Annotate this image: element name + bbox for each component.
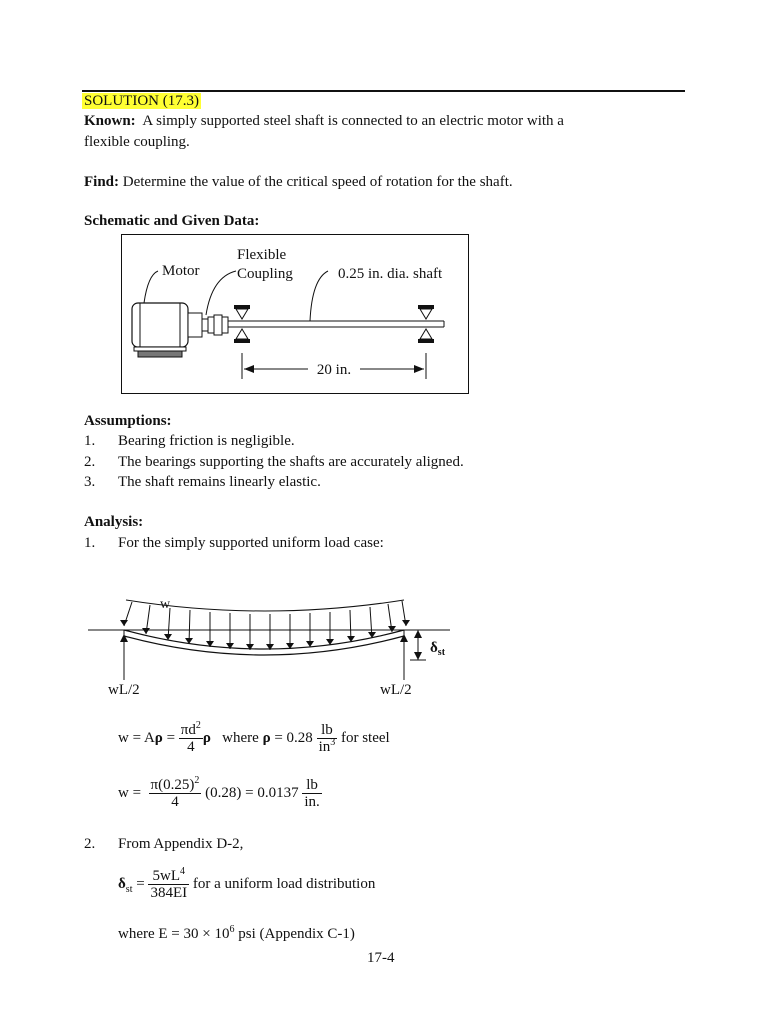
label-left-reaction: wL/2 (108, 682, 140, 698)
eq1-unit-fraction: $\frac{lb}{in^3}$ (318, 722, 336, 755)
equation-4: where $E = 30 \times 10^6$ psi (Appendix C-1) (118, 924, 355, 942)
eq1-fraction: $\frac{\pi d^2}{4}$ (180, 720, 201, 755)
equation-1: w = Aρ = $\frac{\pi d^2}{4}$ ρ where ρ = 0.28 $\frac{lb}{in^3}$ for steel (118, 720, 390, 755)
assumption-text-1: Bearing friction is negligible. (118, 433, 295, 449)
assumption-num-3: 3. (84, 474, 96, 490)
known-label: Known: (84, 113, 136, 129)
header-rule (82, 90, 685, 92)
assumption-num-1: 1. (84, 433, 96, 449)
label-span: 20 in. (316, 362, 352, 378)
find-text: Determine the value of the critical speed of rotation for the shaft. (122, 174, 513, 190)
label-shaft: 0.25 in. dia. shaft (338, 266, 443, 282)
label-w: w (160, 597, 171, 612)
analysis-heading: Analysis: (84, 514, 144, 530)
schematic-heading: Schematic and Given Data: (84, 213, 260, 229)
eq2-fraction: $\frac{\pi(0.25)^2}{4}$ (150, 775, 200, 810)
label-motor: Motor (162, 263, 200, 279)
label-delta-st: $\delta_{st}$ (430, 640, 446, 658)
solution-label: SOLUTION (17.3) (84, 93, 199, 109)
find-label: Find: (84, 174, 120, 190)
assumption-text-2: The bearings supporting the shafts are accurately aligned. (118, 454, 464, 470)
assumptions-heading: Assumptions: (84, 413, 172, 429)
eq3-fraction: $\frac{5wL^4}{384EI}$ (150, 866, 188, 901)
page-number: 17-4 (367, 950, 395, 966)
equation-2: w = $\frac{\pi(0.25)^2}{4}$ (0.28) = 0.0137 $\frac{lb}{in.}$ (118, 775, 320, 810)
schematic-figure (121, 234, 469, 394)
beam-diagram (80, 590, 460, 700)
label-flexible: Flexible (237, 247, 287, 263)
eq2-unit-fraction: $\frac{lb}{in.}$ (304, 777, 320, 810)
label-coupling: Coupling (237, 266, 293, 282)
assumption-text-3: The shaft remains linearly elastic. (118, 474, 321, 490)
known-text-1: A simply supported steel shaft is connected to an electric motor with a (142, 113, 564, 129)
known-text-2: flexible coupling. (84, 134, 190, 150)
step1-num: 1. (84, 535, 96, 551)
label-right-reaction: wL/2 (380, 682, 412, 698)
step2-text: From Appendix D-2, (118, 836, 244, 852)
assumption-num-2: 2. (84, 454, 96, 470)
schematic-drawing (122, 235, 468, 393)
equation-3: $\delta_{st}$ = $\frac{5wL^4}{384EI}$ for a uniform load distribution (118, 866, 376, 901)
find-line (84, 174, 513, 191)
step2-num: 2. (84, 836, 96, 852)
step1-text: For the simply supported uniform load case: (118, 535, 384, 551)
known-line-1 (84, 113, 564, 130)
